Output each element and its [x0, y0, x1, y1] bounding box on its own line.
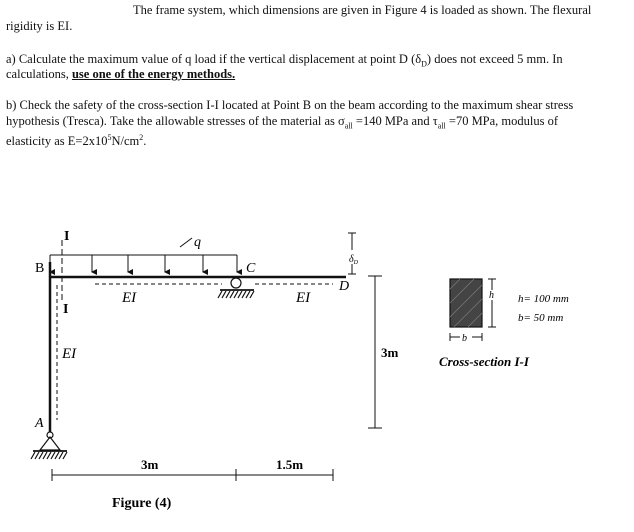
part-a-line-2: calculations, use one of the energy methods. — [6, 67, 236, 81]
dim-1-5m-label: 1.5m — [276, 457, 304, 472]
point-b-label: B — [35, 261, 45, 276]
cross-section-rect — [450, 279, 482, 327]
delta-d-label: $\delta_D$ — [349, 254, 358, 266]
roller-support-c — [218, 278, 254, 298]
part-a-line-1: a) Calculate the maximum value of q load if the vertical displacement at point D $(\delta_D)$ does not exceed 5 mm. In — [6, 52, 563, 69]
b-value-label: b= 50 mm — [518, 312, 564, 324]
point-a-label: A — [35, 416, 44, 431]
intro-line-1: The frame system, which dimensions are given in Figure 4 is loaded as shown. The flexural — [133, 3, 592, 17]
section-i-bottom-label: I — [63, 302, 69, 317]
part-b-line-2: hypothesis (Tresca). Take the allowable stresses of the material as $\sigma_{all} =140$ MPa and $\tau_{all} =70$ MPa, modulus of — [6, 114, 559, 131]
figure-caption: Figure (4) — [112, 496, 172, 511]
part-b-line-3: elasticity as $E=2x10^5N/cm^2$. — [6, 133, 147, 149]
point-d-label: D — [339, 279, 350, 294]
point-c-label: C — [246, 261, 256, 276]
h-label: h — [489, 290, 494, 301]
section-i-top-label: I — [64, 229, 70, 244]
distributed-load-q — [50, 238, 237, 272]
b-label: b — [462, 333, 467, 344]
cross-section-title: Cross-section I-I — [439, 354, 529, 369]
ei-beam-left-label: EI — [122, 290, 137, 306]
ei-column-label: EI — [62, 346, 77, 362]
ei-beam-right-label: EI — [296, 290, 311, 306]
energy-methods-emphasis: use one of the energy methods. — [71, 67, 236, 81]
intro-line-2: rigidity is EI. — [6, 19, 73, 33]
dim-3m-vertical-label: 3m — [381, 345, 399, 360]
vertical-dimension — [368, 276, 382, 428]
part-b-line-1: b) Check the safety of the cross-section I-I located at Point B on the beam according to the maximum shear stress — [6, 98, 574, 112]
pin-support-a — [31, 432, 67, 459]
h-value-label: h= 100 mm — [518, 293, 569, 305]
load-q-label: q — [194, 235, 201, 250]
h-dimension — [488, 279, 496, 327]
dim-3m-horizontal-label: 3m — [141, 457, 159, 472]
